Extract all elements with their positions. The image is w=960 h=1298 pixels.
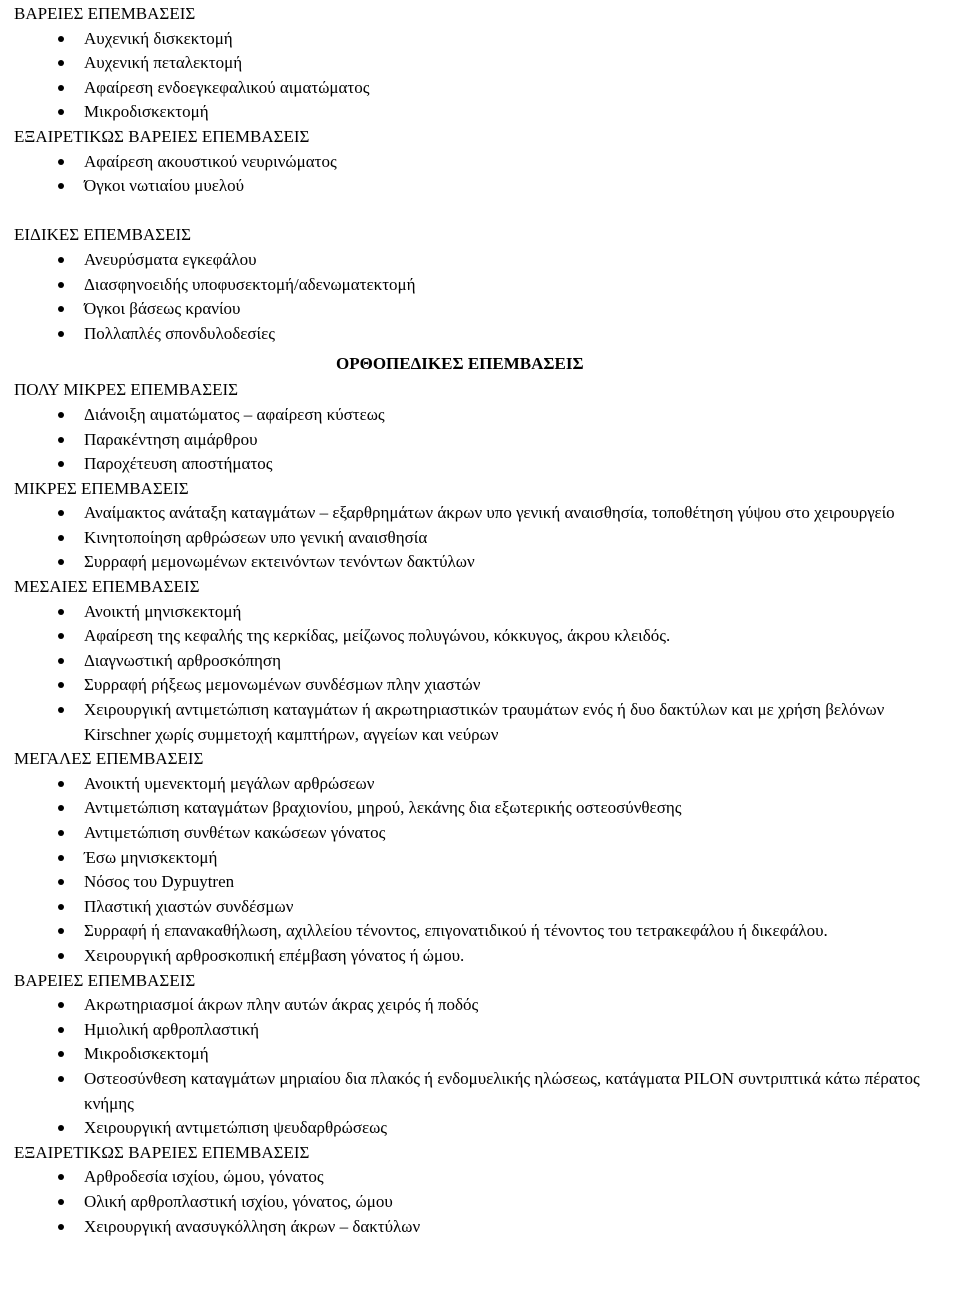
procedure-list — [14, 1165, 946, 1239]
procedure-list — [14, 150, 946, 199]
list-item: Μικροδισκεκτομή — [14, 100, 946, 125]
list-item: Όγκοι νωτιαίου μυελού — [14, 174, 946, 199]
list-item: Πολλαπλές σπονδυλοδεσίες — [14, 322, 946, 347]
section-heading: ΒΑΡΕΙΕΣ ΕΠΕΜΒΑΣΕΙΣ — [14, 970, 196, 990]
list-item: Χειρουργική ανασυγκόλληση άκρων – δακτύλων — [14, 1215, 946, 1240]
list-item: Μικροδισκεκτομή — [14, 1042, 946, 1067]
list-item: Παρακέντηση αιμάρθρου — [14, 428, 946, 453]
list-item: Αναίμακτος ανάταξη καταγμάτων – εξαρθρημάτων άκρων υπο γενική αναισθησία, τοποθέτηση γύψου στο χειρουργείο — [14, 501, 946, 526]
list-item: Έσω μηνισκεκτομή — [14, 846, 946, 871]
list-item: Ανοικτή υμενεκτομή μεγάλων αρθρώσεων — [14, 772, 946, 797]
section-heading: ΒΑΡΕΙΕΣ ΕΠΕΜΒΑΣΕΙΣ — [14, 4, 196, 23]
list-item: Αυχενική δισκεκτομή — [14, 27, 946, 52]
list-item: Οστεοσύνθεση καταγμάτων μηριαίου δια πλακός ή ενδομυελικής ηλώσεως, κατάγματα PILON συντριπτικά κάτω πέρατος κνήμης — [14, 1067, 946, 1116]
section-heading: ΕΞΑΙΡΕΤΙΚΩΣ ΒΑΡΕΙΕΣ ΕΠΕΜΒΑΣΕΙΣ — [14, 126, 310, 146]
list-item: Ολική αρθροπλαστική ισχίου, γόνατος, ώμου — [14, 1190, 946, 1215]
section-heading: ΜΕΣΑΙΕΣ ΕΠΕΜΒΑΣΕΙΣ — [14, 577, 200, 597]
list-item: Χειρουργική αντιμετώπιση ψευδαρθρώσεως — [14, 1116, 946, 1141]
list-item: Αφαίρεση ακουστικού νευρινώματος — [14, 150, 946, 175]
list-item: Ημιολική αρθροπλαστική — [14, 1018, 946, 1043]
section-heading: ΜΕΓΑΛΕΣ ΕΠΕΜΒΑΣΕΙΣ — [14, 749, 204, 769]
list-item: Πλαστική χιαστών συνδέσμων — [14, 895, 946, 920]
list-item: Χειρουργική αντιμετώπιση καταγμάτων ή ακρωτηριαστικών τραυμάτων ενός ή δυο δακτύλων και με χρήση βελόνων Kirschner χωρίς συμμετοχή καμπτήρων, αγγείων και νεύρων — [14, 698, 946, 747]
section-heading: ΠΟΛΥ ΜΙΚΡΕΣ ΕΠΕΜΒΑΣΕΙΣ — [14, 380, 239, 400]
list-item: Αντιμετώπιση συνθέτων κακώσεων γόνατος — [14, 821, 946, 846]
list-item: Κινητοποίηση αρθρώσεων υπο γενική αναισθησία — [14, 526, 946, 551]
list-item: Διασφηνοειδής υποφυσεκτομή/αδενωματεκτομή — [14, 273, 946, 298]
list-item: Παροχέτευση αποστήματος — [14, 452, 946, 477]
list-item: Αφαίρεση ενδοεγκεφαλικού αιματώματος — [14, 76, 946, 101]
list-item: Συρραφή ή επανακαθήλωση, αχιλλείου τένοντος, επιγονατιδικού ή τένοντος του τετρακεφάλου ή δικεφάλου. — [14, 919, 946, 944]
list-item: Αφαίρεση της κεφαλής της κερκίδας, μείζωνος πολυγώνου, κόκκυγος, άκρου κλειδός. — [14, 624, 946, 649]
list-item: Αυχενική πεταλεκτομή — [14, 51, 946, 76]
list-item: Συρραφή μεμονωμένων εκτεινόντων τενόντων δακτύλων — [14, 550, 946, 575]
list-item: Διάνοιξη αιματώματος – αφαίρεση κύστεως — [14, 403, 946, 428]
list-item: Ανευρύσματα εγκεφάλου — [14, 248, 946, 273]
procedure-list — [14, 403, 946, 477]
section-heading: ΕΙΔΙΚΕΣ ΕΠΕΜΒΑΣΕΙΣ — [14, 225, 192, 245]
list-item: Ανοικτή μηνισκεκτομή — [14, 600, 946, 625]
list-item: Χειρουργική αρθροσκοπική επέμβαση γόνατος ή ώμου. — [14, 944, 946, 969]
list-item: Αντιμετώπιση καταγμάτων βραχιονίου, μηρού, λεκάνης δια εξωτερικής οστεοσύνθεσης — [14, 796, 946, 821]
spacer — [14, 199, 946, 224]
procedure-list — [14, 27, 946, 125]
procedure-list — [14, 993, 946, 1141]
procedure-list — [14, 600, 946, 748]
procedure-list — [14, 248, 946, 346]
procedure-list — [14, 501, 946, 575]
list-item: Ακρωτηριασμοί άκρων πλην αυτών άκρας χειρός ή ποδός — [14, 993, 946, 1018]
orthopedic-heading: ΟΡΘΟΠΕΔΙΚΕΣ ΕΠΕΜΒΑΣΕΙΣ — [336, 354, 584, 374]
list-item: Συρραφή ρήξεως μεμονωμένων συνδέσμων πλην χιαστών — [14, 673, 946, 698]
procedure-list — [14, 772, 946, 969]
list-item: Διαγνωστική αρθροσκόπηση — [14, 649, 946, 674]
list-item: Αρθροδεσία ισχίου, ώμου, γόνατος — [14, 1165, 946, 1190]
section-heading: ΕΞΑΙΡΕΤΙΚΩΣ ΒΑΡΕΙΕΣ ΕΠΕΜΒΑΣΕΙΣ — [14, 1142, 310, 1162]
list-item: Νόσος του Dypuytren — [14, 870, 946, 895]
list-item: Όγκοι βάσεως κρανίου — [14, 297, 946, 322]
section-heading: ΜΙΚΡΕΣ ΕΠΕΜΒΑΣΕΙΣ — [14, 478, 189, 498]
